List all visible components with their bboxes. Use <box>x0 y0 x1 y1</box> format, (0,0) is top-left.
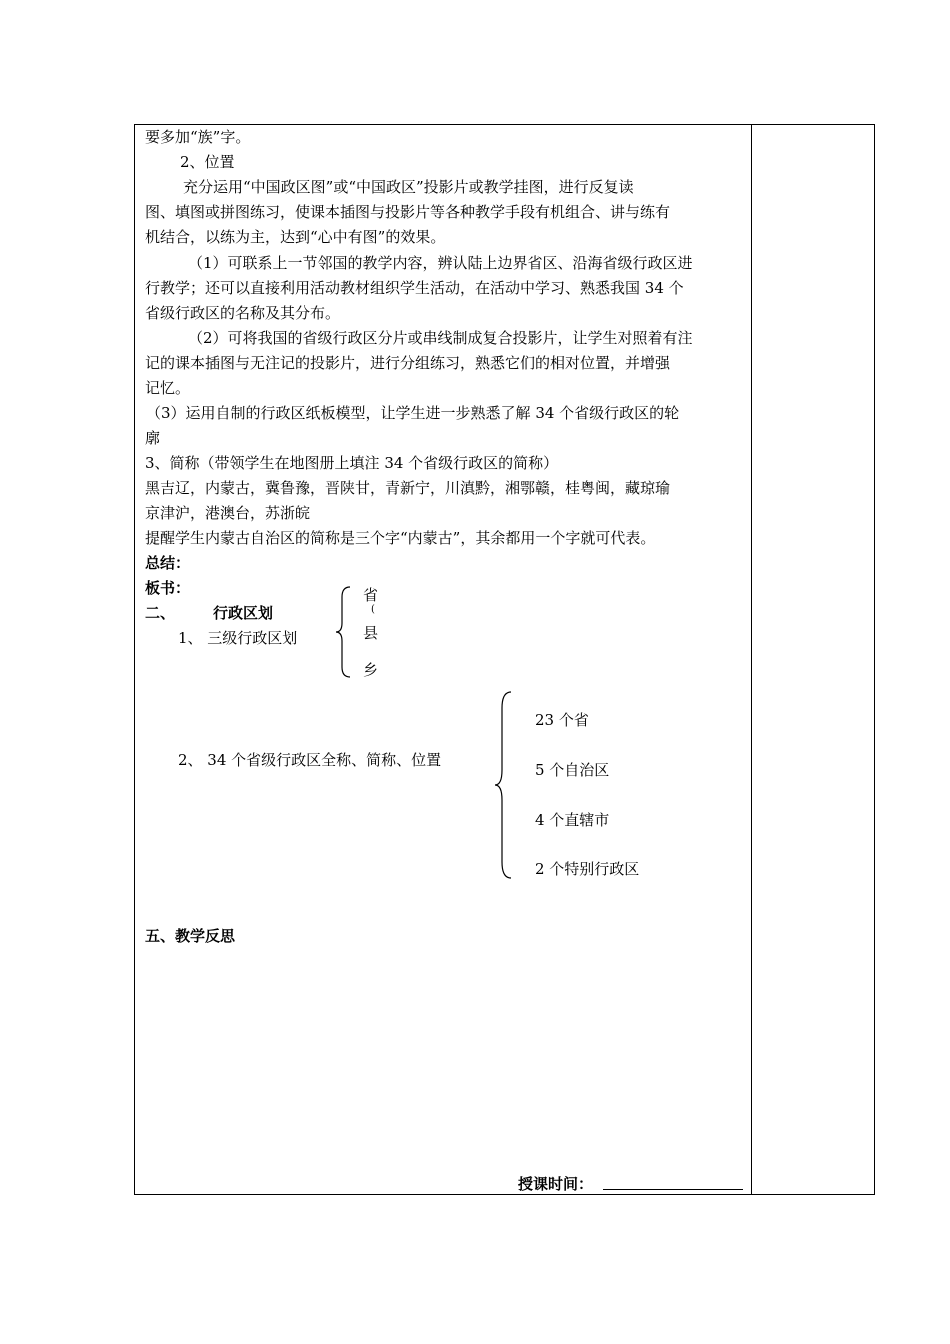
brace-three-levels <box>334 585 354 679</box>
section-number: 二、 <box>145 604 176 622</box>
text-line: 提醒学生内蒙古自治区的简称是三个字“内蒙古”，其余都用一个字就可代表。 <box>145 529 656 547</box>
text-line: 省级行政区的名称及其分布。 <box>145 304 341 322</box>
item2-label: 2、 34 个省级行政区全称、简称、位置 <box>178 751 442 769</box>
text-line: 廓 <box>145 429 161 447</box>
item1-label: 1、 三级行政区划 <box>178 629 298 647</box>
part-provinces: 23 个省 <box>535 711 589 729</box>
level-mark-icon: ( <box>371 604 375 615</box>
level-county: 县 <box>363 624 379 642</box>
text-line: （3）运用自制的行政区纸板模型，让学生进一步熟悉了解 34 个省级行政区的轮 <box>146 404 680 422</box>
part-municipalities: 4 个直辖市 <box>535 811 610 829</box>
abbreviation-list: 京津沪，港澳台，苏浙皖 <box>145 504 311 522</box>
summary-label: 总结： <box>145 554 191 572</box>
brace-province-types <box>493 690 517 880</box>
text-line: 充分运用“中国政区图”或“中国政区”投影片或教学挂图，进行反复读 <box>183 178 634 196</box>
section-title: 行政区划 <box>213 604 274 622</box>
level-province: 省 <box>363 586 379 604</box>
abbreviation-list: 黑吉辽，内蒙古，冀鲁豫，晋陕甘，青新宁，川滇黔，湘鄂赣，桂粤闽，藏琼瑜 <box>145 479 671 497</box>
text-line: （2）可将我国的省级行政区分片或串线制成复合投影片，让学生对照着有注 <box>188 329 693 347</box>
text-line: 要多加“族”字。 <box>145 128 251 146</box>
column-divider <box>751 124 752 1195</box>
lesson-time-label: 授课时间： <box>518 1175 594 1193</box>
text-line: 记忆。 <box>145 379 191 397</box>
board-label: 板书： <box>145 579 191 597</box>
part-special-regions: 2 个特别行政区 <box>535 860 640 878</box>
level-township: 乡 <box>363 661 379 679</box>
heading-abbreviation: 3、简称（带领学生在地图册上填注 34 个省级行政区的简称） <box>145 454 559 472</box>
text-line: 图、填图或拼图练习，使课本插图与投影片等各种教学手段有机组合、讲与练有 <box>145 203 671 221</box>
text-line: 记的课本插图与无注记的投影片，进行分组练习，熟悉它们的相对位置，并增强 <box>145 354 671 372</box>
text-line: 机结合，以练为主，达到“心中有图”的效果。 <box>145 228 446 246</box>
heading-position: 2、位置 <box>180 153 235 171</box>
reflection-title: 五、教学反思 <box>145 927 236 945</box>
lesson-time-blank <box>603 1189 743 1190</box>
part-autonomous-regions: 5 个自治区 <box>535 761 610 779</box>
text-line: 行教学；还可以直接利用活动教材组织学生活动，在活动中学习、熟悉我国 34 个 <box>145 279 684 297</box>
text-line: （1）可联系上一节邻国的教学内容，辨认陆上边界省区、沿海省级行政区进 <box>188 254 693 272</box>
